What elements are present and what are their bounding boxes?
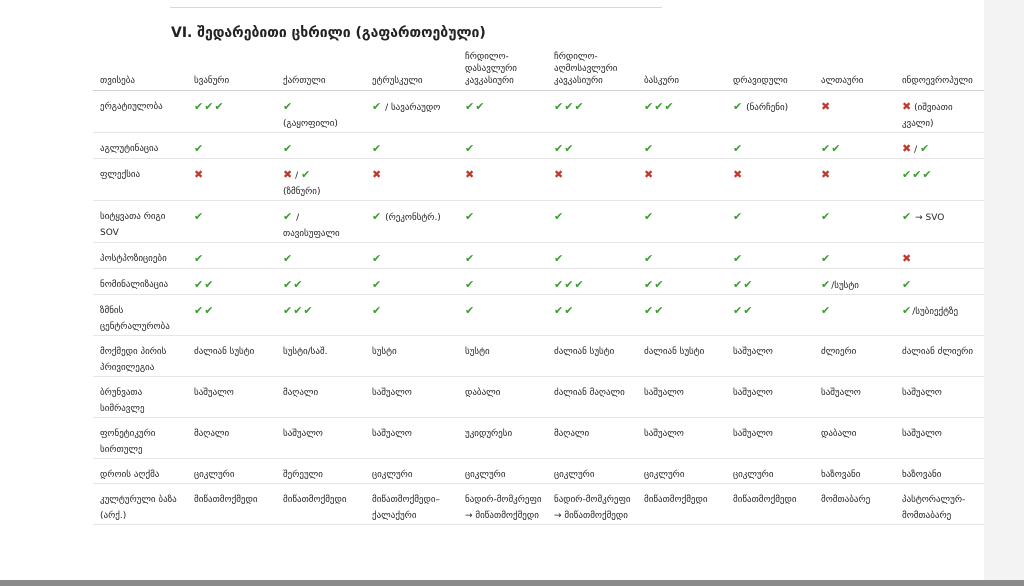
cell-text: მიწათმოქმედი	[644, 495, 708, 505]
checkmark-icon: ✔✔	[194, 304, 215, 317]
cell-text: შერეული	[283, 470, 323, 480]
table-cell	[365, 159, 458, 201]
table-cell	[895, 418, 984, 459]
checkmark-icon: ✔✔	[194, 278, 215, 291]
table-cell	[637, 133, 726, 159]
table-cell	[726, 484, 814, 525]
table-cell	[547, 459, 637, 484]
cell-text: მიწათმოქმედი–ქალაქური	[372, 495, 440, 521]
cell-text: ხაზოვანი	[902, 470, 942, 480]
column-header: ჩრდილო-დასავლური კავკასიური	[458, 47, 547, 91]
cell-text: მიწათმოქმედი	[733, 495, 797, 505]
row-label: ნომინალიზაცია	[93, 269, 187, 295]
table-row	[93, 459, 984, 484]
cell-text: საშუალო	[372, 429, 412, 439]
table-cell	[458, 243, 547, 269]
table-cell	[895, 133, 984, 159]
cell-text: ციკლური	[194, 470, 235, 480]
table-cell	[637, 295, 726, 336]
checkmark-icon: ✔	[465, 142, 476, 155]
checkmark-icon: ✔	[194, 210, 205, 223]
table-row	[93, 377, 984, 418]
checkmark-icon: ✔	[372, 142, 383, 155]
cell-text: (ნარჩენი)	[743, 103, 789, 113]
cell-text: /სუსტი	[831, 281, 859, 291]
column-header: სვანური	[187, 47, 276, 91]
page-title: VI. შედარებითი ცხრილი (გაფართოებული)	[171, 25, 486, 41]
checkmark-icon: ✔	[554, 252, 565, 265]
table-cell	[547, 484, 637, 525]
table-cell	[458, 336, 547, 377]
cell-text: მაღალი	[283, 388, 319, 398]
cell-text: კვალი)	[902, 119, 934, 129]
table-cell	[814, 418, 895, 459]
table-cell	[276, 377, 365, 418]
table-cell	[458, 159, 547, 201]
checkmark-icon: ✔	[919, 142, 931, 155]
cell-text: საშუალო	[733, 347, 773, 357]
table-row	[93, 418, 984, 459]
cell-text: ძლიერი	[821, 347, 857, 357]
cross-icon: ✖	[283, 168, 293, 181]
table-cell	[276, 159, 365, 201]
column-header: ალთაური	[814, 47, 895, 91]
cell-text: (იშვიათი	[911, 103, 953, 113]
table-cell	[276, 133, 365, 159]
table-cell	[726, 377, 814, 418]
cell-text: ძალიან ძლიერი	[902, 347, 973, 357]
cross-icon: ✖	[733, 168, 743, 181]
cell-text: უკიდურესი	[465, 429, 513, 439]
checkmark-icon: ✔	[554, 210, 565, 223]
table-cell	[895, 159, 984, 201]
checkmark-icon: ✔✔✔	[902, 168, 933, 181]
checkmark-icon: ✔	[372, 304, 383, 317]
table-cell	[637, 159, 726, 201]
table-cell	[547, 159, 637, 201]
cell-text: ციკლური	[554, 470, 595, 480]
table-cell	[365, 336, 458, 377]
table-cell	[637, 201, 726, 243]
checkmark-icon: ✔✔	[554, 304, 575, 317]
row-label: ფონეტიკური სირთულე	[93, 418, 187, 459]
column-header: ჩრდილო-აღმოსავლური კავკასიური	[547, 47, 637, 91]
cell-text: საშუალო	[644, 429, 684, 439]
bottom-bar	[0, 580, 1024, 586]
table-cell	[458, 133, 547, 159]
table-row	[93, 243, 984, 269]
table-cell	[276, 243, 365, 269]
cross-icon: ✖	[194, 168, 204, 181]
column-header: ეტრუსკული	[365, 47, 458, 91]
table-cell	[365, 201, 458, 243]
cell-text: ძალიან სუსტი	[644, 347, 705, 357]
checkmark-icon: ✔✔	[644, 278, 665, 291]
checkmark-icon: ✔✔	[465, 100, 486, 113]
cross-icon: ✖	[821, 100, 831, 113]
table-cell	[276, 295, 365, 336]
table-cell	[814, 91, 895, 133]
table-cell	[637, 418, 726, 459]
cell-text: ციკლური	[733, 470, 774, 480]
cell-text: მაღალი	[194, 429, 230, 439]
cell-text: ხაზოვანი	[821, 470, 861, 480]
cell-text: მიწათმოქმედი	[283, 495, 347, 505]
table-cell	[547, 133, 637, 159]
checkmark-icon: ✔	[733, 252, 744, 265]
cell-text: საშუალო	[902, 388, 942, 398]
table-cell	[814, 201, 895, 243]
row-label: ზმნის ცენტრალურობა	[93, 295, 187, 336]
cell-text: (რეკონსტრ.)	[382, 213, 441, 223]
cell-text: მიწათმოქმედი	[194, 495, 258, 505]
cell-text: ძალიან მაღალი	[554, 388, 625, 398]
table-cell	[637, 269, 726, 295]
checkmark-icon: ✔	[465, 210, 476, 223]
checkmark-icon: ✔	[283, 210, 294, 223]
cell-text: მომთაბარე	[821, 495, 871, 505]
table-cell	[726, 269, 814, 295]
table-cell	[547, 418, 637, 459]
table-cell	[814, 336, 895, 377]
row-label: სიტყვათა რიგი SOV	[93, 201, 187, 243]
cell-text: საშუალო	[733, 429, 773, 439]
cross-icon: ✖	[554, 168, 564, 181]
table-cell	[637, 336, 726, 377]
table-cell	[365, 269, 458, 295]
table-cell	[726, 91, 814, 133]
checkmark-icon: ✔	[465, 304, 476, 317]
checkmark-icon: ✔	[372, 252, 383, 265]
table-cell	[458, 269, 547, 295]
table-cell	[814, 159, 895, 201]
cell-text: საშუალო	[733, 388, 773, 398]
cell-text: ნადირ-მომკრეფი → მიწათმოქმედი	[554, 495, 631, 521]
table-row	[93, 133, 984, 159]
table-row	[93, 295, 984, 336]
checkmark-icon: ✔✔	[733, 304, 754, 317]
row-label: ფლექსია	[93, 159, 187, 201]
table-cell	[726, 336, 814, 377]
cell-text: მაღალი	[554, 429, 590, 439]
cell-text: საშუალო	[902, 429, 942, 439]
cell-text: /	[911, 145, 920, 155]
table-cell	[276, 269, 365, 295]
checkmark-icon: ✔✔	[733, 278, 754, 291]
table-cell	[276, 459, 365, 484]
cell-text: სუსტი	[465, 347, 490, 357]
checkmark-icon: ✔	[644, 252, 655, 265]
table-cell	[365, 484, 458, 525]
checkmark-icon: ✔	[644, 210, 655, 223]
cell-text: → SVO	[912, 213, 945, 223]
table-cell	[276, 91, 365, 133]
cell-text: / სავარაუდო	[382, 103, 441, 113]
cell-text: (ზმნური)	[283, 187, 321, 197]
row-label: ერგატიულობა	[93, 91, 187, 133]
table-cell	[365, 243, 458, 269]
checkmark-icon: ✔	[733, 210, 744, 223]
cell-text: (გაყოფილი)	[283, 119, 338, 129]
checkmark-icon: ✔	[283, 100, 294, 113]
checkmark-icon: ✔	[821, 278, 832, 291]
table-cell	[365, 133, 458, 159]
table-cell	[895, 484, 984, 525]
checkmark-icon: ✔	[465, 278, 476, 291]
row-label: ბრუნვათა სიმრავლე	[93, 377, 187, 418]
table-cell	[365, 91, 458, 133]
table-cell	[547, 269, 637, 295]
table-body	[93, 91, 984, 525]
cross-icon: ✖	[372, 168, 382, 181]
table-cell	[187, 133, 276, 159]
cross-icon: ✖	[902, 252, 912, 265]
cell-text: ძალიან სუსტი	[554, 347, 615, 357]
scrollbar-thumb[interactable]	[998, 4, 1010, 572]
checkmark-icon: ✔✔✔	[644, 100, 675, 113]
cell-text: სუსტი/საშ.	[283, 347, 328, 357]
table-cell	[895, 91, 984, 133]
table-cell	[187, 295, 276, 336]
cell-text: საშუალო	[372, 388, 412, 398]
checkmark-icon: ✔	[372, 100, 383, 113]
table-cell	[458, 377, 547, 418]
cell-text: საშუალო	[194, 388, 234, 398]
table-cell	[895, 295, 984, 336]
table-cell	[637, 377, 726, 418]
checkmark-icon: ✔✔✔	[554, 278, 585, 291]
table-cell	[276, 336, 365, 377]
checkmark-icon: ✔	[902, 278, 913, 291]
table-cell	[726, 159, 814, 201]
table-cell	[726, 201, 814, 243]
table-cell	[637, 91, 726, 133]
scrollbar[interactable]	[984, 0, 1024, 580]
table-row	[93, 159, 984, 201]
row-label: მოქმედი პირის პრივილეგია	[93, 336, 187, 377]
table-cell	[458, 418, 547, 459]
table-cell	[547, 336, 637, 377]
row-label: კულტურული ბაზა (არქ.)	[93, 484, 187, 525]
checkmark-icon: ✔✔	[821, 142, 842, 155]
table-cell	[726, 459, 814, 484]
table-cell	[726, 243, 814, 269]
cell-text: ნადირ-მომკრეფი → მიწათმოქმედი	[465, 495, 542, 521]
cell-text: საშუალო	[644, 388, 684, 398]
top-divider	[170, 7, 662, 8]
checkmark-icon: ✔	[821, 304, 832, 317]
table-cell	[726, 418, 814, 459]
table-cell	[814, 295, 895, 336]
cell-text: ციკლური	[372, 470, 413, 480]
table-cell	[458, 91, 547, 133]
table-cell	[276, 484, 365, 525]
cell-text: პასტორალურ-მომთაბარე	[902, 495, 966, 521]
table-cell	[276, 418, 365, 459]
table-cell	[637, 484, 726, 525]
header-row	[93, 47, 984, 91]
table-cell	[187, 269, 276, 295]
checkmark-icon: ✔	[283, 142, 294, 155]
cell-text: /	[293, 213, 300, 223]
table-cell	[187, 243, 276, 269]
checkmark-icon: ✔	[194, 252, 205, 265]
table-cell	[547, 201, 637, 243]
table-cell	[637, 243, 726, 269]
checkmark-icon: ✔	[300, 168, 312, 181]
column-header: დრავიდული	[726, 47, 814, 91]
table-cell	[187, 336, 276, 377]
checkmark-icon: ✔	[465, 252, 476, 265]
table-cell	[895, 269, 984, 295]
table-row	[93, 201, 984, 243]
table-cell	[637, 459, 726, 484]
cell-text: /	[292, 171, 301, 181]
checkmark-icon: ✔	[902, 210, 913, 223]
cell-text: დაბალი	[821, 429, 857, 439]
cross-icon: ✖	[902, 142, 912, 155]
cell-text: თავისუფალი	[283, 229, 340, 239]
column-header: ბასკური	[637, 47, 726, 91]
table-cell	[814, 269, 895, 295]
table-cell	[187, 91, 276, 133]
table-cell	[895, 377, 984, 418]
row-label: აგლუტინაცია	[93, 133, 187, 159]
table-cell	[547, 91, 637, 133]
checkmark-icon: ✔	[283, 252, 294, 265]
cell-text: საშუალო	[283, 429, 323, 439]
table-cell	[895, 243, 984, 269]
checkmark-icon: ✔✔	[644, 304, 665, 317]
checkmark-icon: ✔	[821, 210, 832, 223]
table-row	[93, 336, 984, 377]
table-cell	[187, 201, 276, 243]
checkmark-icon: ✔	[733, 142, 744, 155]
cell-text: საშუალო	[821, 388, 861, 398]
checkmark-icon: ✔	[194, 142, 205, 155]
table-row	[93, 269, 984, 295]
table-cell	[547, 295, 637, 336]
table-cell	[187, 418, 276, 459]
checkmark-icon: ✔	[902, 304, 913, 317]
checkmark-icon: ✔✔	[554, 142, 575, 155]
table-cell	[895, 336, 984, 377]
table-cell	[547, 243, 637, 269]
table-cell	[187, 459, 276, 484]
checkmark-icon: ✔	[821, 252, 832, 265]
cell-text: ციკლური	[644, 470, 685, 480]
cross-icon: ✖	[644, 168, 654, 181]
table-cell	[187, 484, 276, 525]
checkmark-icon: ✔	[372, 210, 383, 223]
table-cell	[458, 201, 547, 243]
cell-text: /სუბიექტზე	[912, 307, 959, 317]
table-cell	[726, 295, 814, 336]
comparison-table	[93, 47, 984, 525]
cross-icon: ✖	[821, 168, 831, 181]
table-row	[93, 484, 984, 525]
checkmark-icon: ✔	[644, 142, 655, 155]
column-header-feature: თვისება	[93, 47, 187, 91]
checkmark-icon: ✔✔✔	[283, 304, 314, 317]
table-cell	[187, 159, 276, 201]
table-cell	[458, 459, 547, 484]
table-cell	[276, 201, 365, 243]
table-row	[93, 91, 984, 133]
row-label: დროის აღქმა	[93, 459, 187, 484]
cell-text: დაბალი	[465, 388, 501, 398]
cell-text: სუსტი	[372, 347, 397, 357]
table-cell	[458, 295, 547, 336]
column-header: ინდოევროპული	[895, 47, 984, 91]
table-cell	[365, 418, 458, 459]
checkmark-icon: ✔✔	[283, 278, 304, 291]
checkmark-icon: ✔✔✔	[194, 100, 225, 113]
table-cell	[726, 133, 814, 159]
checkmark-icon: ✔	[733, 100, 744, 113]
table-cell	[895, 459, 984, 484]
table-cell	[814, 133, 895, 159]
table-cell	[895, 201, 984, 243]
cell-text: ძალიან სუსტი	[194, 347, 255, 357]
table-cell	[814, 243, 895, 269]
cell-text: ციკლური	[465, 470, 506, 480]
cross-icon: ✖	[465, 168, 475, 181]
checkmark-icon: ✔	[372, 278, 383, 291]
checkmark-icon: ✔✔✔	[554, 100, 585, 113]
cross-icon: ✖	[902, 100, 912, 113]
table-cell	[814, 459, 895, 484]
table-cell	[458, 484, 547, 525]
column-header: ქართული	[276, 47, 365, 91]
row-label: პოსტპოზიციები	[93, 243, 187, 269]
table-cell	[187, 377, 276, 418]
table-cell	[365, 459, 458, 484]
table-cell	[365, 295, 458, 336]
table-cell	[547, 377, 637, 418]
table-cell	[365, 377, 458, 418]
table-cell	[814, 484, 895, 525]
table-cell	[814, 377, 895, 418]
